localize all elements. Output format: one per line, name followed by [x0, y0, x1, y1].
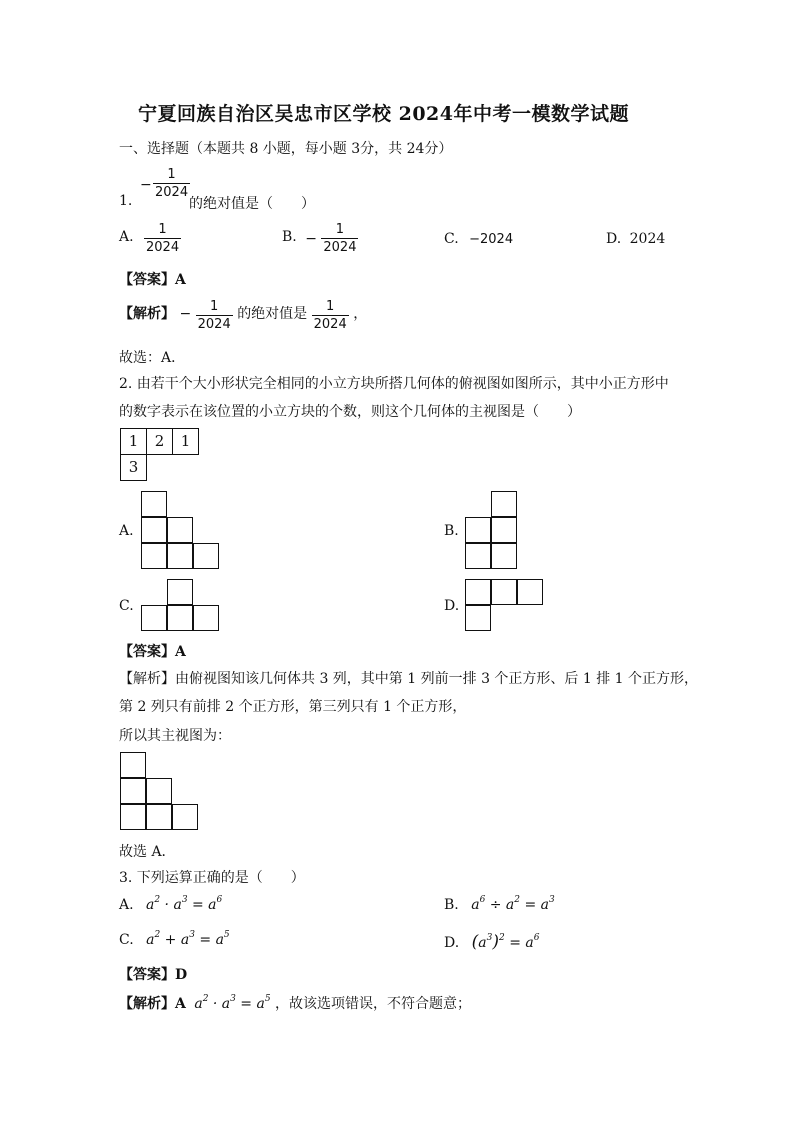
conclusion-1: 故选：A． — [119, 350, 186, 366]
question-number: 1. — [119, 193, 133, 209]
fraction: $\frac{1}{2024}$ — [197, 299, 231, 332]
analysis-3: 【解析】A $a^2 \cdot a^3 = a^5$ ，故该选项错误，不符合题意； — [119, 994, 472, 1012]
neg-sign: − — [140, 177, 152, 193]
option-a: A. $\frac{1}{2024}$ — [119, 222, 180, 255]
expression: $a^6 \div a^2 = a^3$ — [471, 895, 555, 913]
answer-2: 【答案】A — [119, 644, 186, 660]
fraction: $\frac{1}{2024}$ — [146, 222, 180, 255]
option-a: A. $a^2 \cdot a^3 = a^6$ — [119, 895, 223, 913]
expression: $a^2 \cdot a^3 = a^6$ — [146, 895, 223, 913]
option-d-label: D. — [444, 598, 460, 614]
answer-1: 【答案】A — [119, 272, 186, 288]
analysis-2-line3: 所以其主视图为： — [119, 728, 231, 744]
option-c: C. −2024 — [444, 231, 514, 247]
option-b: B. $a^6 \div a^2 = a^3$ — [444, 895, 555, 913]
expression: $a^2 + a^3 = a^5$ — [146, 930, 230, 948]
answer-3: 【答案】D — [119, 967, 188, 983]
question-2-line1: 2. 由若干个大小形状完全相同的小立方块所搭几何体的俯视图如图所示，其中小正方形中 — [119, 376, 669, 392]
fraction: $\frac{1}{2024}$ — [323, 222, 357, 255]
section-heading: 一、选择题（本题共 8 小题，每小题 3分，共 24分） — [119, 141, 453, 157]
fraction: $\frac{1}{2024}$ — [313, 299, 347, 332]
question-stem: 的绝对值是（ ） — [189, 196, 315, 212]
analysis-1: 【解析】 − $\frac{1}{2024}$ 的绝对值是 $\frac{1}{2024}$ ， — [119, 299, 368, 332]
conclusion-2: 故选 A． — [119, 844, 176, 860]
question-3: 3. 下列运算正确的是（ ） — [119, 870, 305, 886]
expression: $(a^3)^2 = a^6$ — [471, 932, 540, 952]
option-c: C. $a^2 + a^3 = a^5$ — [119, 930, 230, 948]
top-view-cell: 1 — [172, 428, 199, 455]
option-b: B. − $\frac{1}{2024}$ — [282, 222, 357, 255]
option-d: D. $(a^3)^2 = a^6$ — [444, 932, 540, 952]
question-2-line2: 的数字表示在该位置的小立方块的个数，则这个几何体的主视图是（ ） — [119, 404, 581, 420]
top-view-cell: 3 — [120, 454, 147, 481]
option-c-label: C. — [119, 598, 134, 614]
option-b-label: B. — [444, 523, 459, 539]
page-title: 宁夏回族自治区吴忠市区学校 2024年中考一模数学试题 — [138, 103, 629, 125]
option-a-label: A. — [119, 523, 134, 539]
option-d: D. 2024 — [606, 231, 666, 247]
top-view-cell: 1 — [120, 428, 147, 455]
top-view-cell: 2 — [146, 428, 173, 455]
expression: $a^2 \cdot a^3 = a^5$ — [194, 994, 271, 1012]
analysis-2-line2: 第 2 列只有前排 2 个正方形，第三列只有 1 个正方形， — [119, 699, 467, 715]
fraction: $\frac{1}{2024}$ — [155, 167, 189, 200]
analysis-2-line1: 【解析】由俯视图知该几何体共 3 列，其中第 1 列前一排 3 个正方形、后 1 排 1 个正方形， — [119, 671, 699, 687]
